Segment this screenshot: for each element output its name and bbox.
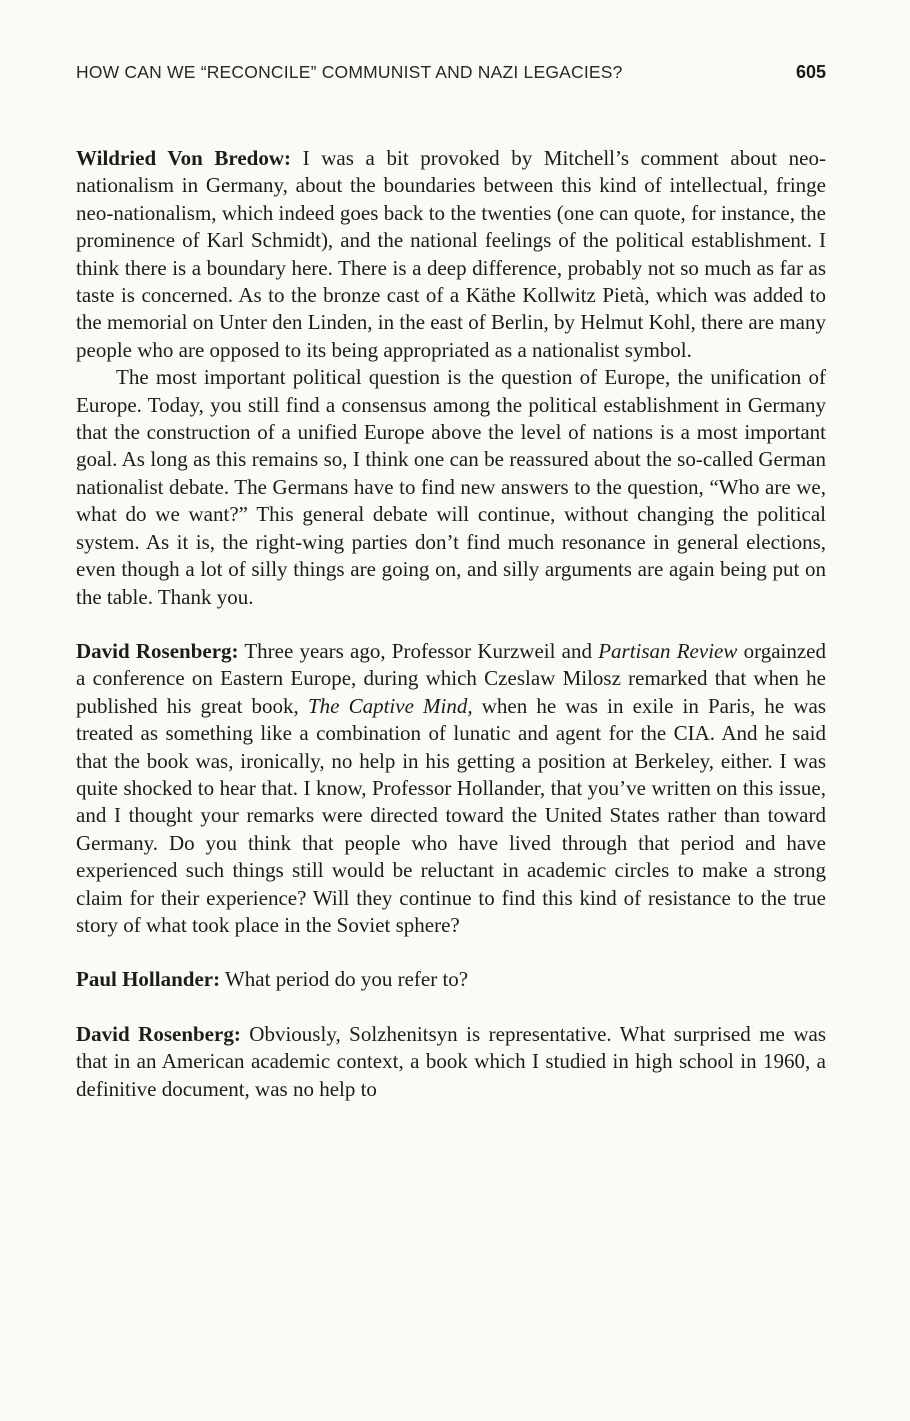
paragraph-europe <box>76 364 826 611</box>
paragraph-text: I was a bit provoked by Mitchell’s comment about neo-nationalism in Germany, about the boundaries between this kind of intellectual, fringe neo-nationalism, which indeed goes back to the twenties (one can quote, for instance, the prominence of Karl Schmidt), and the national feelings of the political establishment. I think there is a boundary here. There is a deep difference, probably not so much as far as taste is concerned. As to the bronze cast of a Käthe Kollwitz Pietà, which was added to the memorial on Unter den Linden, in the east of Berlin, by Helmut Kohl, there are many people who are opposed to its being appropriated as a nationalist symbol. <box>76 146 826 362</box>
paragraph-text: Three years ago, Professor Kurzweil and <box>238 638 599 663</box>
paragraph-text: orgainzed a conference on Eastern Europe, during which Czeslaw Milosz remarked that when he published his great book, <box>76 638 826 718</box>
paragraph-von-bredow <box>76 145 826 364</box>
paragraph-text: What period do you refer to? <box>220 967 469 992</box>
paragraph-text: Obviously, Solzhenitsyn is representative. What surprised me was that in an American academic context, a book which I studied in high school in 1960, a definitive document, was no help to <box>76 1021 826 1101</box>
paragraph-rosenberg-2 <box>76 1021 826 1103</box>
speaker-name: Paul Hollander: <box>76 967 221 992</box>
page-number: 605 <box>795 62 826 82</box>
speaker-name: Wildried Von Bredow: <box>76 146 292 170</box>
book-title: The Captive Mind, <box>307 693 473 718</box>
paragraph-rosenberg-1 <box>76 638 826 939</box>
speaker-name: David Rosenberg: <box>76 1021 241 1046</box>
paragraph-hollander <box>76 966 826 993</box>
body-text <box>76 145 826 1103</box>
paragraph-text: The most important political question is the question of Europe, the unification of Europe. Today, you still find a consensus among the political establishment in Germany that the construction of a unified Europe above the level of nations is a most important goal. As long as this remains so, I think one can be reassured about the so-called German nationalist debate. The Germans have to find new answers to the question, “Who are we, what do we want?” This general debate will continue, without changing the political system. As it is, the right-wing parties don’t find much resonance in general elections, even though a lot of silly things are going on, and silly arguments are again being put on the table. Thank you. <box>76 365 826 609</box>
journal-title: Partisan Review <box>598 638 738 663</box>
speaker-name: David Rosenberg: <box>76 638 239 663</box>
running-header <box>76 62 826 86</box>
running-title: HOW CAN WE “RECONCILE” COMMUNIST AND NAZI LEGACIES? <box>76 62 623 82</box>
paragraph-text: when he was in exile in Paris, he was treated as something like a combination of lunatic and agent for the CIA. And he said that the book was, ironically, no help in his getting a position at Berkeley, either. I was quite shocked to hear that. I know, Professor Hollander, that you’ve written on this issue, and I thought your remarks were directed toward the United States rather than toward Germany. Do you think that people who have lived through that period and have experienced such things still would be reluctant in academic circles to make a strong claim for their experience? Will they continue to find this kind of resistance to the true story of what took place in the Soviet sphere? <box>76 693 826 937</box>
